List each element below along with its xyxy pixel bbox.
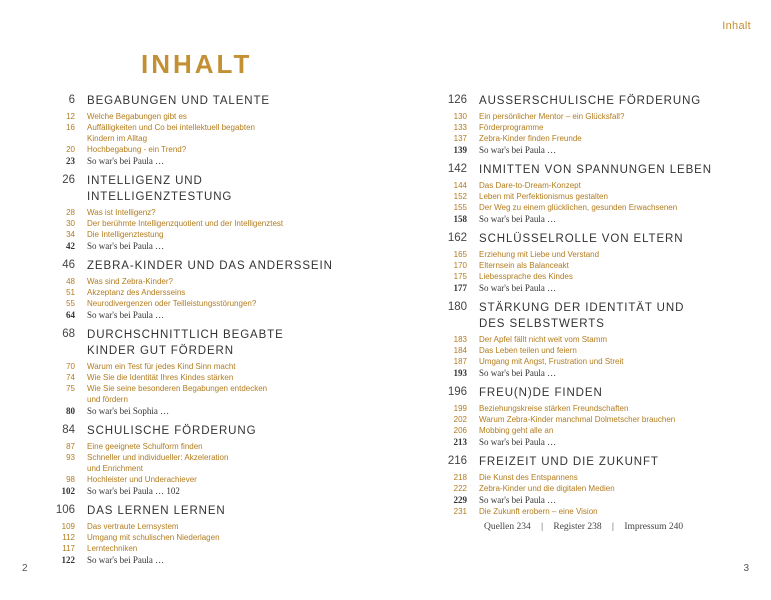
chapter-title bbox=[479, 385, 603, 401]
entry-page-number: 183 bbox=[453, 335, 467, 344]
chapter-heading[interactable] bbox=[42, 423, 352, 439]
chapter-title bbox=[87, 93, 270, 109]
chapter-heading[interactable] bbox=[434, 300, 734, 332]
toc-chapter bbox=[434, 93, 734, 156]
entry-title: So war's bei Paula … bbox=[87, 156, 165, 166]
entry-page-number: 23 bbox=[66, 156, 75, 166]
entry-title: Warum ein Test für jedes Kind Sinn macht bbox=[87, 362, 236, 371]
section-entry[interactable] bbox=[42, 111, 352, 122]
entry-page-number: 152 bbox=[453, 192, 467, 201]
chapter-title-line: AUSSERSCHULISCHE FÖRDERUNG bbox=[479, 95, 702, 107]
entry-title: Umgang mit schulischen Niederlagen bbox=[87, 533, 220, 542]
section-entry[interactable] bbox=[42, 361, 352, 372]
section-entry[interactable] bbox=[434, 356, 734, 367]
entry-title: Die Kunst des Entspannens bbox=[479, 473, 578, 482]
register-link[interactable]: Register 238 bbox=[553, 522, 602, 532]
chapter-page-number: 46 bbox=[62, 259, 75, 271]
entry-page-number bbox=[42, 133, 75, 144]
chapter-page-number: 126 bbox=[447, 94, 467, 106]
entry-page-number: 199 bbox=[453, 404, 467, 413]
entry-title: So war's bei Paula … bbox=[87, 241, 165, 251]
entry-page-number: 175 bbox=[453, 272, 467, 281]
entry-title: Eine geeignete Schulform finden bbox=[87, 442, 203, 451]
entry-title: Förderprogramme bbox=[479, 123, 544, 132]
toc-chapter bbox=[42, 327, 352, 417]
entry-page-number: 112 bbox=[62, 533, 75, 542]
story-entry[interactable] bbox=[434, 367, 734, 379]
entry-page-number: 158 bbox=[453, 214, 467, 224]
chapter-title-line: ZEBRA-KINDER UND DAS ANDERSSEIN bbox=[87, 260, 333, 272]
section-entry[interactable] bbox=[42, 532, 352, 543]
entry-title: Der Apfel fällt nicht weit vom Stamm bbox=[479, 335, 608, 344]
entry-page-number: 34 bbox=[66, 230, 75, 239]
entry-page-number: 30 bbox=[66, 219, 75, 228]
entry-title: Neurodivergenzen oder Teilleistungsstörungen? bbox=[87, 299, 257, 308]
chapter-heading[interactable] bbox=[434, 162, 734, 178]
entry-title: Umgang mit Angst, Frustration und Streit bbox=[479, 357, 624, 366]
section-entry[interactable] bbox=[42, 521, 352, 532]
entry-page-number: 12 bbox=[66, 112, 75, 121]
section-entry[interactable] bbox=[434, 506, 734, 517]
entry-title: Warum Zebra-Kinder manchmal Dolmetscher brauchen bbox=[479, 415, 676, 424]
section-entry[interactable] bbox=[434, 271, 734, 282]
toc-chapter bbox=[42, 93, 352, 167]
entry-title: So war's bei Paula … bbox=[479, 145, 557, 155]
chapter-heading[interactable] bbox=[42, 258, 352, 274]
chapter-title bbox=[87, 423, 256, 439]
story-entry[interactable] bbox=[42, 405, 352, 417]
section-entry[interactable] bbox=[42, 441, 352, 452]
chapter-title-line: BEGABUNGEN UND TALENTE bbox=[87, 95, 270, 107]
entry-page-number: 165 bbox=[453, 250, 467, 259]
entry-title: So war's bei Paula … bbox=[479, 437, 557, 447]
entry-page-number: 130 bbox=[453, 112, 467, 121]
entry-page-number: 206 bbox=[453, 426, 467, 435]
section-entry[interactable] bbox=[42, 144, 352, 155]
entry-page-number: 64 bbox=[66, 310, 75, 320]
section-entry[interactable] bbox=[42, 133, 352, 144]
impressum-link[interactable]: Impressum 240 bbox=[624, 522, 684, 532]
entry-title: Liebessprache des Kindes bbox=[479, 272, 573, 281]
section-entry[interactable] bbox=[434, 425, 734, 436]
chapter-title bbox=[479, 162, 712, 178]
entry-page-number: 177 bbox=[453, 283, 467, 293]
section-entry[interactable] bbox=[42, 383, 352, 394]
page-title: INHALT bbox=[141, 49, 253, 79]
entry-title: Hochbegabung - ein Trend? bbox=[87, 145, 187, 154]
entry-page-number: 80 bbox=[66, 406, 75, 416]
entry-title: So war's bei Paula … bbox=[479, 283, 557, 293]
story-entry[interactable] bbox=[434, 436, 734, 448]
entry-title: So war's bei Paula … bbox=[479, 495, 557, 505]
chapter-title bbox=[87, 503, 226, 519]
chapter-page-number: 6 bbox=[68, 94, 75, 106]
entry-page-number: 16 bbox=[66, 123, 75, 132]
entry-title: Der berühmte Intelligenzquotient und der Intelligenztest bbox=[87, 219, 284, 228]
entry-title: Der Weg zu einem glücklichen, gesunden Erwachsenen bbox=[479, 203, 678, 212]
toc-right-column bbox=[434, 93, 734, 523]
section-entry[interactable] bbox=[434, 260, 734, 271]
entry-page-number: 42 bbox=[66, 241, 75, 251]
chapter-heading[interactable] bbox=[42, 503, 352, 519]
entry-title: Elternsein als Balanceakt bbox=[479, 261, 569, 270]
page-number-left: 2 bbox=[22, 563, 28, 574]
entry-page-number bbox=[42, 463, 75, 474]
story-entry[interactable] bbox=[434, 494, 734, 506]
chapter-title bbox=[479, 93, 701, 109]
entry-title: Zebra-Kinder und die digitalen Medien bbox=[479, 484, 615, 493]
entry-page-number: 75 bbox=[66, 384, 75, 393]
running-header: Inhalt bbox=[722, 20, 751, 32]
entry-title: Das Dare-to-Dream-Konzept bbox=[479, 181, 581, 190]
toc-chapter bbox=[434, 300, 734, 379]
toc-chapter bbox=[434, 385, 734, 448]
entry-page-number: 98 bbox=[66, 475, 75, 484]
story-entry[interactable] bbox=[42, 309, 352, 321]
entry-page-number: 74 bbox=[66, 373, 75, 382]
entry-page-number: 93 bbox=[66, 453, 75, 462]
entry-page-number bbox=[42, 394, 75, 405]
story-entry[interactable] bbox=[434, 213, 734, 225]
toc-chapter bbox=[434, 162, 734, 225]
footer-separator: | bbox=[541, 522, 543, 532]
chapter-page-number: 162 bbox=[447, 232, 467, 244]
section-entry[interactable] bbox=[42, 276, 352, 287]
story-entry[interactable] bbox=[42, 485, 352, 497]
entry-page-number: 117 bbox=[62, 544, 75, 553]
toc-chapter bbox=[42, 258, 352, 321]
toc-chapter bbox=[42, 503, 352, 566]
story-entry[interactable] bbox=[42, 240, 352, 252]
entry-title: Was sind Zebra-Kinder? bbox=[87, 277, 173, 286]
chapter-title-line: FREU(N)DE FINDEN bbox=[479, 387, 603, 399]
toc-chapter bbox=[42, 173, 352, 252]
entry-title: So war's bei Paula … bbox=[87, 555, 165, 565]
entry-title: Das Leben teilen und feiern bbox=[479, 346, 577, 355]
entry-page-number: 170 bbox=[453, 261, 467, 270]
chapter-page-number: 106 bbox=[55, 504, 75, 516]
entry-page-number: 184 bbox=[453, 346, 467, 355]
chapter-heading[interactable] bbox=[434, 454, 734, 470]
chapter-title bbox=[479, 300, 684, 332]
entry-page-number: 229 bbox=[453, 495, 467, 505]
entry-page-number: 87 bbox=[66, 442, 75, 451]
section-entry[interactable] bbox=[434, 345, 734, 356]
entry-title: Erziehung mit Liebe und Verstand bbox=[479, 250, 600, 259]
section-entry[interactable] bbox=[434, 111, 734, 122]
entry-page-number: 231 bbox=[453, 507, 467, 516]
section-entry[interactable] bbox=[42, 394, 352, 405]
chapter-page-number: 196 bbox=[447, 386, 467, 398]
chapter-title-line: DAS LERNEN LERNEN bbox=[87, 505, 226, 517]
entry-page-number: 187 bbox=[453, 357, 467, 366]
chapter-title-line: KINDER GUT FÖRDERN bbox=[87, 345, 234, 357]
entry-page-number: 20 bbox=[66, 145, 75, 154]
entry-title: Beziehungskreise stärken Freundschaften bbox=[479, 404, 629, 413]
story-entry[interactable] bbox=[42, 554, 352, 566]
chapter-page-number: 26 bbox=[62, 174, 75, 186]
chapter-title-line: STÄRKUNG DER IDENTITÄT UND bbox=[479, 302, 685, 314]
chapter-title-line: SCHLÜSSELROLLE VON ELTERN bbox=[479, 233, 684, 245]
story-entry[interactable] bbox=[42, 155, 352, 167]
chapter-title bbox=[87, 173, 352, 205]
chapter-title bbox=[479, 231, 683, 247]
entry-title: und Enrichment bbox=[87, 464, 144, 473]
entry-title: So war's bei Sophia … bbox=[87, 406, 170, 416]
section-entry[interactable] bbox=[42, 543, 352, 554]
toc-left-column bbox=[42, 93, 352, 572]
section-entry[interactable] bbox=[42, 229, 352, 240]
chapter-heading[interactable] bbox=[42, 173, 352, 205]
quellen-link[interactable]: Quellen 234 bbox=[484, 522, 531, 532]
section-entry[interactable] bbox=[434, 122, 734, 133]
chapter-page-number: 180 bbox=[447, 301, 467, 313]
chapter-heading[interactable] bbox=[42, 327, 352, 359]
chapter-heading[interactable] bbox=[434, 231, 734, 247]
chapter-title-line: SCHULISCHE FÖRDERUNG bbox=[87, 425, 257, 437]
section-entry[interactable] bbox=[42, 207, 352, 218]
chapter-page-number: 84 bbox=[62, 424, 75, 436]
entry-page-number: 122 bbox=[61, 555, 75, 565]
section-entry[interactable] bbox=[434, 414, 734, 425]
section-entry[interactable] bbox=[42, 287, 352, 298]
chapter-title bbox=[479, 454, 659, 470]
chapter-title-line: INMITTEN VON SPANNUNGEN LEBEN bbox=[479, 164, 712, 176]
entry-title: Hochleister und Underachiever bbox=[87, 475, 197, 484]
section-entry[interactable] bbox=[434, 483, 734, 494]
section-entry[interactable] bbox=[42, 372, 352, 383]
entry-page-number: 48 bbox=[66, 277, 75, 286]
section-entry[interactable] bbox=[42, 218, 352, 229]
toc-chapter bbox=[434, 231, 734, 294]
page-number-right: 3 bbox=[743, 563, 749, 574]
entry-page-number: 102 bbox=[61, 486, 75, 496]
entry-page-number: 213 bbox=[453, 437, 467, 447]
entry-title: Was ist Intelligenz? bbox=[87, 208, 156, 217]
section-entry[interactable] bbox=[42, 463, 352, 474]
toc-chapter bbox=[434, 454, 734, 517]
entry-title: Zebra-Kinder finden Freunde bbox=[479, 134, 582, 143]
chapter-title-line: FREIZEIT UND DIE ZUKUNFT bbox=[479, 456, 659, 468]
section-entry[interactable] bbox=[434, 180, 734, 191]
entry-title: Kindern im Alltag bbox=[87, 134, 148, 143]
entry-title: Akzeptanz des Andersseins bbox=[87, 288, 186, 297]
chapter-heading[interactable] bbox=[42, 93, 352, 109]
entry-page-number: 144 bbox=[453, 181, 467, 190]
entry-title: Ein persönlicher Mentor – ein Glücksfall? bbox=[479, 112, 625, 121]
entry-title: Die Intelligenztestung bbox=[87, 230, 164, 239]
entry-title: Wie Sie die Identität Ihres Kindes stärken bbox=[87, 373, 234, 382]
entry-title: Welche Begabungen gibt es bbox=[87, 112, 187, 121]
entry-page-number: 55 bbox=[66, 299, 75, 308]
section-entry[interactable] bbox=[434, 334, 734, 345]
entry-title: und fördern bbox=[87, 395, 128, 404]
entry-page-number: 218 bbox=[453, 473, 467, 482]
toc-chapter bbox=[42, 423, 352, 497]
section-entry[interactable] bbox=[42, 298, 352, 309]
section-entry[interactable] bbox=[42, 452, 352, 463]
chapter-title bbox=[87, 258, 333, 274]
entry-title: Die Zukunft erobern – eine Vision bbox=[479, 507, 598, 516]
entry-page-number: 193 bbox=[453, 368, 467, 378]
entry-page-number: 202 bbox=[453, 415, 467, 424]
section-entry[interactable] bbox=[434, 133, 734, 144]
entry-page-number: 137 bbox=[453, 134, 467, 143]
section-entry[interactable] bbox=[42, 122, 352, 133]
entry-title: So war's bei Paula … bbox=[87, 310, 165, 320]
chapter-title-line: INTELLIGENZ UND INTELLIGENZTESTUNG bbox=[86, 175, 233, 203]
chapter-heading[interactable] bbox=[434, 93, 734, 109]
entry-title: Leben mit Perfektionismus gestalten bbox=[479, 192, 608, 201]
section-entry[interactable] bbox=[434, 472, 734, 483]
entry-title: Auffälligkeiten und Co bei intellektuell begabten bbox=[87, 123, 255, 132]
entry-title: Wie Sie seine besonderen Begabungen entdecken bbox=[87, 384, 268, 393]
story-entry[interactable] bbox=[434, 282, 734, 294]
section-entry[interactable] bbox=[434, 403, 734, 414]
section-entry[interactable] bbox=[42, 474, 352, 485]
section-entry[interactable] bbox=[434, 202, 734, 213]
chapter-page-number: 142 bbox=[447, 163, 467, 175]
entry-title: Schneller und individueller: Akzeleration bbox=[87, 453, 229, 462]
chapter-title-line: DURCHSCHNITTLICH BEGABTE bbox=[87, 329, 284, 341]
chapter-heading[interactable] bbox=[434, 385, 734, 401]
entry-page-number: 70 bbox=[66, 362, 75, 371]
chapter-title bbox=[87, 327, 284, 359]
entry-page-number: 28 bbox=[66, 208, 75, 217]
entry-title: Lerntechniken bbox=[87, 544, 138, 553]
entry-page-number: 51 bbox=[66, 288, 75, 297]
story-entry[interactable] bbox=[434, 144, 734, 156]
chapter-page-number: 216 bbox=[447, 455, 467, 467]
chapter-page-number: 68 bbox=[62, 328, 75, 340]
section-entry[interactable] bbox=[434, 191, 734, 202]
entry-title: So war's bei Paula … 102 bbox=[87, 486, 180, 496]
entry-page-number: 222 bbox=[453, 484, 467, 493]
entry-title: So war's bei Paula … bbox=[479, 368, 557, 378]
footer-separator: | bbox=[612, 522, 614, 532]
entry-title: Mobbing geht alle an bbox=[479, 426, 554, 435]
chapter-title-line: DES SELBSTWERTS bbox=[479, 318, 605, 330]
entry-page-number: 139 bbox=[453, 145, 467, 155]
entry-page-number: 155 bbox=[453, 203, 467, 212]
footer-links bbox=[484, 522, 683, 532]
entry-page-number: 133 bbox=[453, 123, 467, 132]
entry-title: So war's bei Paula … bbox=[479, 214, 557, 224]
section-entry[interactable] bbox=[434, 249, 734, 260]
entry-page-number: 109 bbox=[61, 522, 75, 531]
entry-title: Das vertraute Lernsystem bbox=[87, 522, 179, 531]
